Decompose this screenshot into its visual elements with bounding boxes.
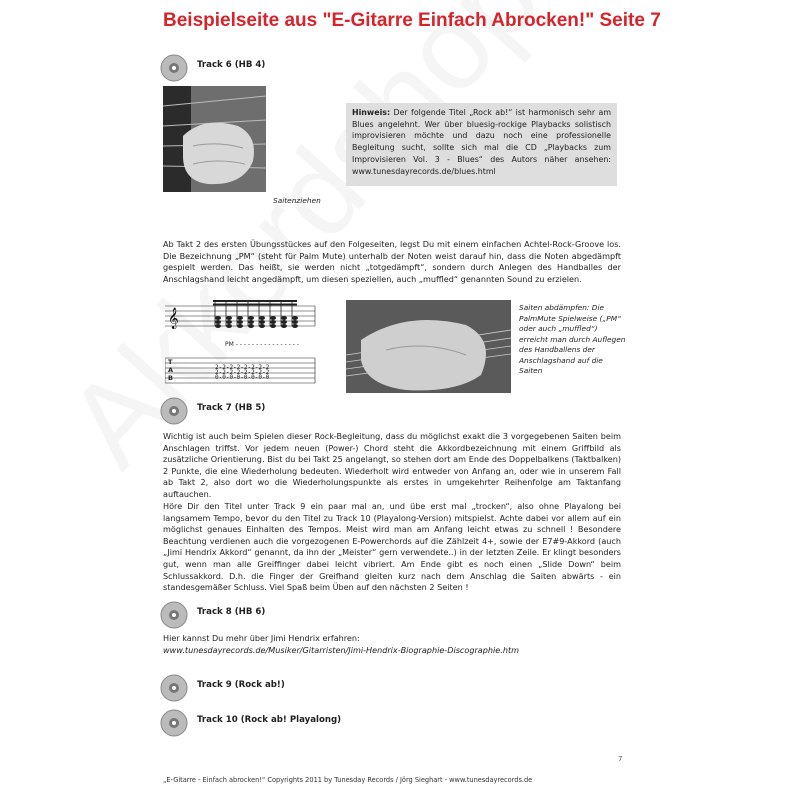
caption-palm-mute: Saiten abdämpfen: Die PalmMute Spielweise („PM“ oder auch „muffled“) erreicht man durch Auflegen des Handballens der Anschlagshand auf die Saiten bbox=[519, 303, 626, 375]
track-7-label: Track 7 (HB 5) bbox=[197, 403, 266, 413]
tab-numbers: 2-2-2-2-2-2-2-2 2-2-2-2-2-2-2-2 0-0-0-0-0-0-0-0 bbox=[215, 364, 270, 381]
paragraph-1: Ab Takt 2 des ersten Übungsstückes auf den Folgeseiten, legst Du mit einem einfachen Achtel-Rock-Groove los. Die Bezeichnung „PM“ (steht für Palm Mute) unterhalb der Noten weist darauf hin, dass die Noten abgedämpft gespielt werden. Das heißt, sie werden nicht „totgedämpft“, sondern durch Anlegen des Handballes der Anschlagshand leicht angedämpft, um diesen speziellen, auch „muffled“ genannten Sound zu erzielen. bbox=[163, 239, 621, 284]
saitenziehen-photo bbox=[163, 86, 266, 192]
palm-mute-marking: PM - - - - - - - - - - - - - - - - bbox=[225, 341, 299, 348]
hendrix-link[interactable]: www.tunesdayrecords.de/Musiker/Gitarristen/Jimi-Hendrix-Biographie-Discographie.htm bbox=[163, 645, 520, 655]
cd-icon bbox=[160, 709, 188, 737]
notation-example bbox=[165, 296, 320, 391]
cd-icon bbox=[160, 54, 188, 82]
track-6-label: Track 6 (HB 4) bbox=[197, 60, 266, 70]
page-title: Beispielseite aus "E-Gitarre Einfach Abrocken!" Seite 7 bbox=[163, 10, 661, 31]
caption-saitenziehen: Saitenziehen bbox=[273, 196, 321, 205]
tab-label: T A B bbox=[168, 358, 174, 382]
cd-icon bbox=[160, 601, 188, 629]
track-8-label: Track 8 (HB 6) bbox=[197, 607, 266, 617]
cd-icon bbox=[160, 674, 188, 702]
svg-text:𝄞: 𝄞 bbox=[168, 308, 179, 329]
paragraph-3: Höre Dir den Titel unter Track 9 ein paar mal an, und übe erst mal „trocken“, also ohne Playalong bei langsamem Tempo, bevor du den Titel zu Track 10 (Playalong-Version) mitspielst. Achte dabei vor allem auf ein möglichst genaues Einhalten des Tempos. Meist wird man am Anfang leicht etwas zu schnell ! Besondere Beachtung verdienen auch die vorgezogenen E-Powerchords auf die Zählzeit 4+, sowie der E7#9-Akkord (auch „Jimi Hendrix Akkord“ genannt, da ihn der „Meister“ gern verwendete..) in der letzten Zeile. Er klingt besonders gut, wenn man alle Greiffinger dabei leicht vibriert. Am Ende gibt es noch einen „Slide Down“ beim Schlussakkord. D.h. die Finger der Greifhand gleiten kurz nach dem Anschlag die Saiten abwärts - ein standesgemäßer Schluss. Viel Spaß beim Üben auf den nächsten 2 Seiten ! bbox=[163, 501, 621, 593]
cd-icon bbox=[160, 397, 188, 425]
hint-box bbox=[346, 103, 617, 186]
hint-text: Der folgende Titel „Rock ab!“ ist harmonisch sehr am Blues angelehnt. Wer über bluesig-rockige Playbacks solistisch improvisieren möchte und dazu noch eine professionelle Begleitung sucht, sollte sich mal die CD „Playbacks zum Improvisieren Vol. 3 - Blues“ des Autors näher ansehen: www.tunesdayrecords.de/blues.html bbox=[352, 108, 612, 176]
hint-label: Hinweis: bbox=[352, 108, 391, 117]
paragraph-4: Hier kannst Du mehr über Jimi Hendrix erfahren: bbox=[163, 633, 360, 643]
track-10-label: Track 10 (Rock ab! Playalong) bbox=[197, 715, 342, 725]
palm-mute-photo bbox=[346, 300, 511, 393]
track-9-label: Track 9 (Rock ab!) bbox=[197, 680, 285, 690]
page-number: 7 bbox=[618, 755, 623, 763]
paragraph-2: Wichtig ist auch beim Spielen dieser Rock-Begleitung, dass du möglichst exakt die 3 vorgegebenen Saiten beim Anschlagen triffst. Vor jedem neuen (Power-) Chord steht die Akkordbezeichnung mit einem Griffbild als zusätzliche Orientierung. Bist du bei Takt 25 angelangt, so stehen dort am Ende des Doppelbalkens (Taktbalken) 2 Punkte, die eine Wiederholung bedeuten. Wiederholt wird entweder von Anfang an, oder wie in unserem Fall ab Takt 2, also dort wo die Wiederholungspunkte als erstes in umgekehrter Reihenfolge am Taktanfang auftauchen. bbox=[163, 431, 621, 499]
footer-copyright: „E-Gitarre - Einfach abrocken!“ Copyrights 2011 by Tunesday Records / Jörg Sieghart - www.tunesdayrecords.de bbox=[163, 776, 533, 784]
